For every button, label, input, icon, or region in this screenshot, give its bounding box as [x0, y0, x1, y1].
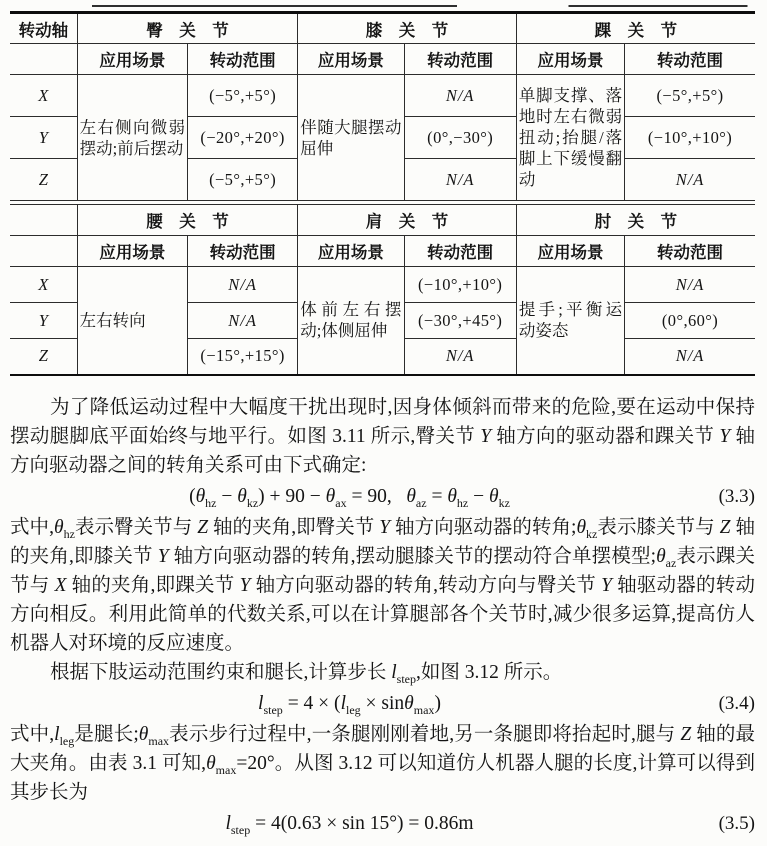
corner-empty-cell: [10, 205, 77, 236]
joint-header-elbow: 肘 关 节: [516, 205, 755, 236]
joint-range-table-upper: [10, 11, 755, 201]
range-cell-shoulder-z: N/A: [404, 339, 516, 375]
scene-cell-knee: 伴随大腿摆动屈伸: [298, 75, 404, 201]
scene-header-elbow: 应用场景: [516, 236, 624, 267]
scene-cell-shoulder: 体前左右摆动;体侧屈伸: [298, 267, 404, 375]
scene-header-ankle: 应用场景: [516, 44, 624, 75]
axis-row-x: [10, 75, 755, 117]
equation-3-3: [10, 481, 755, 512]
axis-corner-header: 转动轴: [10, 13, 77, 44]
axis-row-x: [10, 267, 755, 303]
range-cell-elbow-x: N/A: [625, 267, 755, 303]
equation-3-4-number: (3.4): [718, 692, 755, 714]
scan-edge-artifact: [10, 5, 755, 7]
paragraph-intro: 为了降低运动过程中大幅度干扰出现时,因身体倾斜而带来的危险,要在运动中保持摆动腿脚底平面始终与地平行。如图 3.11 所示,臀关节 Y 轴方向的驱动器和踝关节 Y 轴方向驱动器之间的转角关系可由下式确定:: [10, 396, 755, 476]
axis-label-x: X: [10, 267, 77, 303]
axis-label-z: Z: [10, 339, 77, 375]
range-cell-hip-z: (−5°,+5°): [187, 159, 297, 201]
joint-header-hip: 臀 关 节: [77, 13, 298, 44]
range-cell-hip-x: (−5°,+5°): [187, 75, 297, 117]
joint-header-shoulder: 肩 关 节: [298, 205, 517, 236]
range-cell-waist-x: N/A: [187, 267, 297, 303]
axis-label-y: Y: [10, 303, 77, 339]
equation-3-5-expression: $l_{step} = 4(0.63 \times \sin 15^\circ) = 0.86m$: [225, 812, 474, 837]
axis-label-y: Y: [10, 117, 77, 159]
equation-3-4-expression: $l_{step} = 4 \times (l_{leg} \times \sin\theta_{max})$: [258, 692, 441, 717]
scene-cell-elbow: 提手;平衡运动姿态: [516, 267, 624, 375]
scene-header-knee: 应用场景: [298, 44, 404, 75]
scene-header-hip: 应用场景: [77, 44, 187, 75]
range-cell-waist-y: N/A: [187, 303, 297, 339]
corner-empty-cell: [10, 236, 77, 267]
subheader-row: [10, 236, 755, 267]
body-text: [10, 393, 755, 839]
equation-3-3-expression: $(\theta_{hz} - \theta_{kz}) + 90 - \theta_{ax} = 90$, $\theta_{az} = \theta_{hz} - \theta_{kz}$: [189, 485, 510, 510]
range-header-ankle: 转动范围: [625, 44, 755, 75]
range-cell-knee-x: N/A: [404, 75, 516, 117]
range-cell-ankle-z: N/A: [625, 159, 755, 201]
range-cell-ankle-y: (−10°,+10°): [625, 117, 755, 159]
range-header-waist: 转动范围: [187, 236, 297, 267]
range-cell-knee-y: (0°,−30°): [404, 117, 516, 159]
paragraph-step-length-intro: 根据下肢运动范围约束和腿长,计算步长 $l_{step}$,如图 3.12 所示。: [49, 661, 563, 686]
scene-cell-waist: 左右转向: [77, 267, 187, 375]
range-header-hip: 转动范围: [187, 44, 297, 75]
range-header-knee: 转动范围: [404, 44, 516, 75]
range-cell-knee-z: N/A: [404, 159, 516, 201]
range-cell-elbow-y: (0°,60°): [625, 303, 755, 339]
corner-empty-cell: [10, 44, 77, 75]
joint-range-table-lower: [10, 204, 755, 376]
range-header-elbow: 转动范围: [625, 236, 755, 267]
equation-3-3-number: (3.3): [718, 485, 755, 507]
scene-cell-hip: 左右侧向微弱摆动;前后摆动: [77, 75, 187, 201]
scene-header-waist: 应用场景: [77, 236, 187, 267]
equation-3-5: [10, 808, 755, 839]
range-cell-hip-y: (−20°,+20°): [187, 117, 297, 159]
scene-cell-ankle: 单脚支撑、落地时左右微弱扭动;抬腿/落脚上下缓慢翻动: [516, 75, 624, 201]
joint-header-ankle: 踝 关 节: [516, 13, 755, 44]
joint-header-knee: 膝 关 节: [298, 13, 517, 44]
scene-header-shoulder: 应用场景: [298, 236, 404, 267]
equation-3-4: [10, 688, 755, 719]
joint-header-row: [10, 13, 755, 44]
range-cell-elbow-z: N/A: [625, 339, 755, 375]
paragraph-explanation-angles: 式中$,\theta_{hz}$表示臀关节与 Z 轴的夹角,即臀关节 Y 轴方向驱动器的转角$;\theta_{kz}$表示膝关节与 Z 轴的夹角,即膝关节 Y 轴方向驱动器的转角,摆动腿膝关节的摆动符合单摆模型$;\theta_{az}$表示踝关节与 X 轴的夹角,即踝关节 Y 轴方向驱动器的转角,转动方向与臀关节 Y 轴驱动器的转动方向相反。利用此简单的代数关系,可以在计算腿部各个关节时,减少很多运算,提高仿人机器人对环境的反应速度。: [10, 516, 755, 654]
range-cell-waist-z: (−15°,+15°): [187, 339, 297, 375]
range-header-shoulder: 转动范围: [404, 236, 516, 267]
subheader-row: [10, 44, 755, 75]
axis-label-x: X: [10, 75, 77, 117]
paragraph-step-length-detail: 式中$,l_{leg}$是腿长$;\theta_{max}$表示步行过程中,一条腿刚刚着地,另一条腿即将抬起时,腿与 Z 轴的最大夹角。由表 3.1 可知$,\theta_{max}=20^\circ$。从图 3.12 可以知道仿人机器人腿的长度,计算可以得到其步长为: [10, 723, 755, 803]
range-cell-ankle-x: (−5°,+5°): [625, 75, 755, 117]
range-cell-shoulder-y: (−30°,+45°): [404, 303, 516, 339]
joint-header-row: [10, 205, 755, 236]
axis-label-z: Z: [10, 159, 77, 201]
equation-3-5-number: (3.5): [718, 812, 755, 834]
range-cell-shoulder-x: (−10°,+10°): [404, 267, 516, 303]
joint-header-waist: 腰 关 节: [77, 205, 298, 236]
